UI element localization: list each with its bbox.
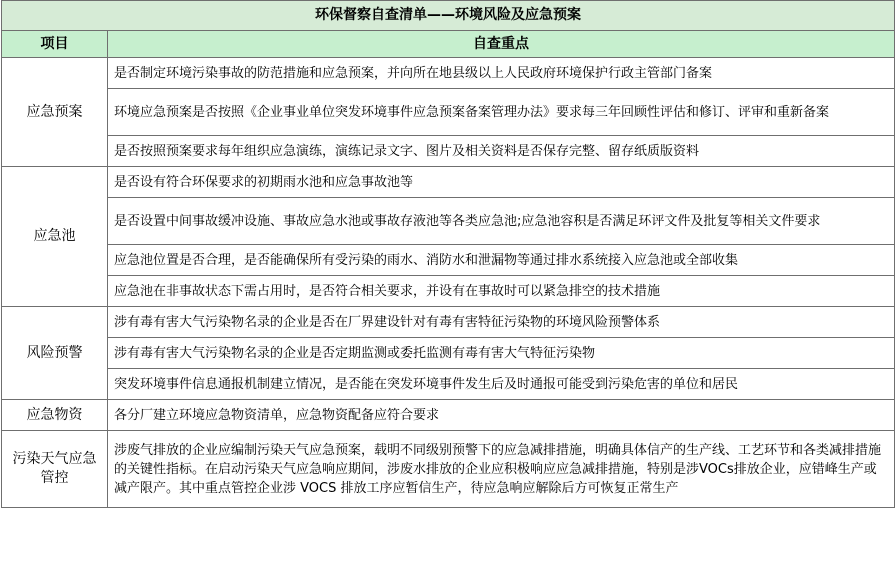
table-row xyxy=(2,369,895,400)
check-item-cell: 各分厂建立环境应急物资清单，应急物资配备应符合要求 xyxy=(108,400,895,431)
check-item-cell: 突发环境事件信息通报机制建立情况，是否能在突发环境事件发生后及时通报可能受到污染危害的单位和居民 xyxy=(108,369,895,400)
header-row xyxy=(2,31,895,58)
table-title: 环保督察自查清单——环境风险及应急预案 xyxy=(2,1,895,31)
category-cell: 应急预案 xyxy=(2,58,108,167)
header-focus: 自查重点 xyxy=(108,31,895,58)
check-item-cell: 是否设有符合环保要求的初期雨水池和应急事故池等 xyxy=(108,167,895,198)
table-row xyxy=(2,431,895,508)
check-item-cell: 是否按照预案要求每年组织应急演练，演练记录文字、图片及相关资料是否保存完整、留存纸质版资料 xyxy=(108,136,895,167)
table-row xyxy=(2,198,895,245)
category-cell: 风险预警 xyxy=(2,307,108,400)
table-row xyxy=(2,400,895,431)
category-cell: 应急池 xyxy=(2,167,108,307)
check-item-cell: 应急池位置是否合理，是否能确保所有受污染的雨水、消防水和泄漏物等通过排水系统接入应急池或全部收集 xyxy=(108,245,895,276)
check-item-cell: 是否设置中间事故缓冲设施、事故应急水池或事故存液池等各类应急池;应急池容积是否满足环评文件及批复等相关文件要求 xyxy=(108,198,895,245)
self-check-table xyxy=(1,0,895,508)
table-row xyxy=(2,89,895,136)
check-item-cell: 涉废气排放的企业应编制污染天气应急预案，载明不同级别预警下的应急减排措施，明确具体信产的生产线、工艺环节和各类减排措施的关键性指标。在启动污染天气应急响应期间，涉废水排放的企业应积极响应应急减排措施，特别是涉VOCs排放企业，应错峰生产或减产限产。其中重点管控企业涉 VOCS 排放工序应暂信生产，待应急响应解除后方可恢复正常生产 xyxy=(108,431,895,508)
table-row xyxy=(2,167,895,198)
title-row xyxy=(2,1,895,31)
header-project: 项目 xyxy=(2,31,108,58)
table-row xyxy=(2,307,895,338)
table-row xyxy=(2,136,895,167)
table-row xyxy=(2,276,895,307)
table-row xyxy=(2,245,895,276)
check-item-cell: 应急池在非事故状态下需占用时，是否符合相关要求，并设有在事故时可以紧急排空的技术措施 xyxy=(108,276,895,307)
category-cell: 污染天气应急管控 xyxy=(2,431,108,508)
check-item-cell: 是否制定环境污染事故的防范措施和应急预案，并向所在地县级以上人民政府环境保护行政主管部门备案 xyxy=(108,58,895,89)
table-row xyxy=(2,58,895,89)
check-item-cell: 涉有毒有害大气污染物名录的企业是否在厂界建设针对有毒有害特征污染物的环境风险预警体系 xyxy=(108,307,895,338)
table-row xyxy=(2,338,895,369)
category-cell: 应急物资 xyxy=(2,400,108,431)
check-item-cell: 环境应急预案是否按照《企业事业单位突发环境事件应急预案备案管理办法》要求每三年回顾性评估和修订、评审和重新备案 xyxy=(108,89,895,136)
check-item-cell: 涉有毒有害大气污染物名录的企业是否定期监测或委托监测有毒有害大气特征污染物 xyxy=(108,338,895,369)
